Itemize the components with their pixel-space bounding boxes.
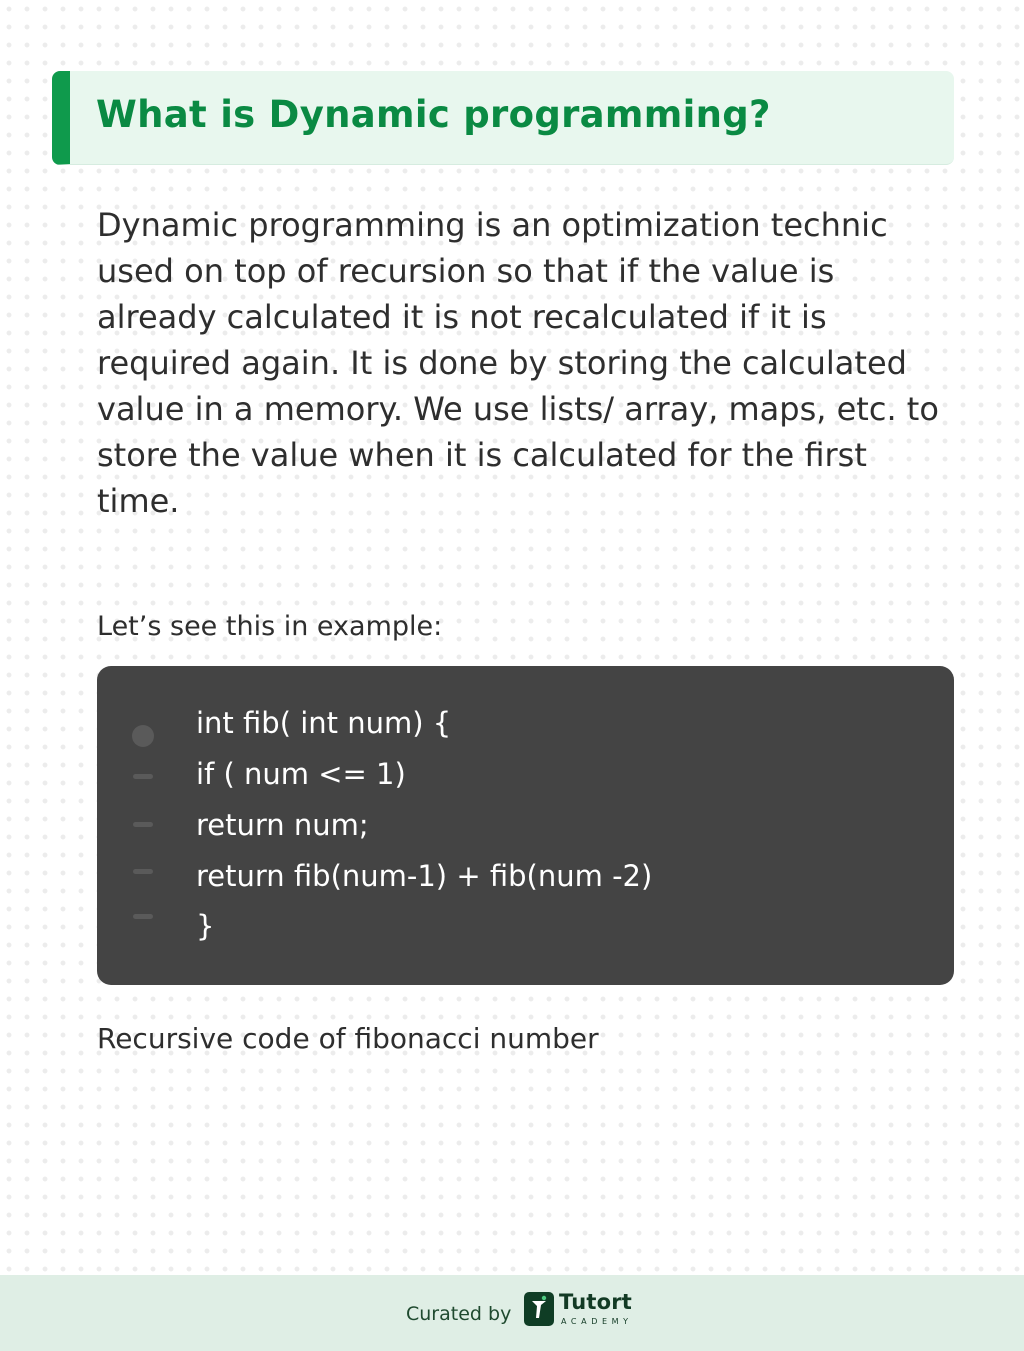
brand-name: Tutort bbox=[559, 1290, 633, 1314]
code-gutter-dot-icon bbox=[132, 725, 154, 747]
code-line: } bbox=[196, 909, 215, 943]
code-line: return fib(num-1) + fib(num -2) bbox=[196, 859, 653, 893]
code-gutter-dash-icon bbox=[133, 869, 153, 874]
code-line: return num; bbox=[196, 808, 369, 842]
code-line: if ( num <= 1) bbox=[196, 757, 406, 791]
curated-by-label: Curated by bbox=[406, 1303, 512, 1325]
code-line: int fib( int num) { bbox=[196, 706, 452, 740]
example-intro: Let’s see this in example: bbox=[97, 611, 443, 642]
footer bbox=[0, 1275, 1024, 1351]
body-paragraph: Dynamic programming is an optimization technic used on top of recursion so that if the value is already calculated it is not recalculated if it is required again. It is done by storing the calculated value in a memory. We use lists/ array, maps, etc. to store the value when it is calculated for the first time. bbox=[97, 206, 939, 520]
code-caption: Recursive code of fibonacci number bbox=[97, 1022, 599, 1055]
code-block bbox=[97, 666, 954, 985]
title-card bbox=[52, 71, 954, 165]
tutort-logo-icon bbox=[524, 1292, 554, 1326]
code-gutter-dash-icon bbox=[133, 774, 153, 779]
code-gutter-dash-icon bbox=[133, 822, 153, 827]
page-title: What is Dynamic programming? bbox=[96, 93, 771, 136]
brand-subtitle: ACADEMY bbox=[561, 1317, 633, 1326]
code-gutter-dash-icon bbox=[133, 914, 153, 919]
